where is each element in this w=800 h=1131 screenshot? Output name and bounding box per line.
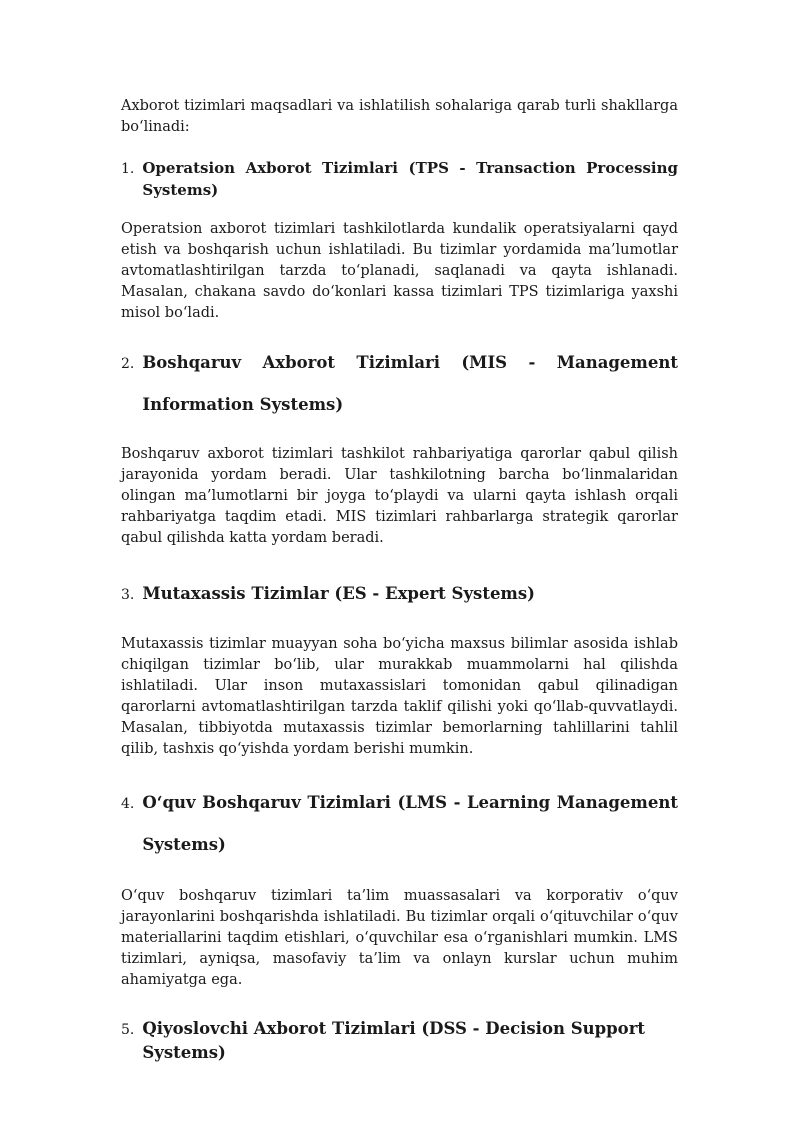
- section-5-heading: [121, 1017, 678, 1065]
- document-page: [121, 96, 678, 1065]
- section-1-number: 1.: [121, 161, 135, 177]
- section-4-title: O‘quv Boshqaruv Tizimlari (LMS - Learning Management Systems): [142, 793, 678, 854]
- section-4-heading: [121, 782, 678, 866]
- section-3-number: 3.: [121, 587, 135, 603]
- section-3-title: Mutaxassis Tizimlar (ES - Expert Systems): [142, 584, 535, 603]
- section-2-body: Boshqaruv axborot tizimlari tashkilot rahbariyatiga qarorlar qabul qilish jarayonida yordam beradi. Ular tashkilotning barcha bo‘linmalaridan olingan ma’lumotlarni bir joyga to‘playdi va ularni qayta ishlash orqali rahbariyatga taqdim etadi. MIS tizimlari rahbarlarga strategik qarorlar qabul qilishda katta yordam beradi.: [121, 446, 678, 546]
- section-4-body: O‘quv boshqaruv tizimlari ta’lim muassasalari va korporativ o‘quv jarayonlarini boshqarishda ishlatiladi. Bu tizimlar orqali o‘qituvchilar o‘quv materiallarini taqdim etishlari, o‘quvchilar esa o‘rganishlari mumkin. LMS tizimlari, ayniqsa, masofaviy ta’lim va onlayn kurslar uchun muhim ahamiyatga ega.: [121, 888, 678, 988]
- section-1-heading: [121, 157, 678, 201]
- section-3-heading: [121, 582, 678, 606]
- section-5-title: Qiyoslovchi Axborot Tizimlari (DSS - Decision Support Systems): [142, 1019, 646, 1062]
- section-1-body: Operatsion axborot tizimlari tashkilotlarda kundalik operatsiyalarni qayd etish va boshqarish uchun ishlatiladi. Bu tizimlar yordamida ma’lumotlar avtomatlashtirilgan tarzda to‘planadi, saqlanadi va qayta ishlanadi. Masalan, chakana savdo do‘konlari kassa tizimlari TPS tizimlariga yaxshi misol bo‘ladi.: [121, 221, 678, 321]
- section-2-title: Boshqaruv Axborot Tizimlari (MIS - Management Information Systems): [142, 353, 678, 414]
- intro-paragraph: Axborot tizimlari maqsadlari va ishlatilish sohalariga qarab turli shakllarga bo‘linadi:: [121, 98, 678, 135]
- section-3-body: Mutaxassis tizimlar muayyan soha bo‘yicha maxsus bilimlar asosida ishlab chiqilgan tizimlar bo‘lib, ular murakkab muammolarni hal qilishda ishlatiladi. Ular inson mutaxassislari tomonidan qabul qilinadigan qarorlarni avtomatlashtirilgan tarzda taklif qilishi yoki qo‘llab-quvvatlaydi. Masalan, tibbiyotda mutaxassis tizimlar bemorlarning tahlillarini tahlil qilib, tashxis qo‘yishda yordam berishi mumkin.: [121, 636, 678, 757]
- section-1-title: Operatsion Axborot Tizimlari (TPS - Transaction Processing Systems): [142, 159, 678, 199]
- section-2-heading: [121, 342, 678, 426]
- section-4-number: 4.: [121, 796, 135, 812]
- section-2-number: 2.: [121, 356, 135, 372]
- section-5-number: 5.: [121, 1022, 135, 1038]
